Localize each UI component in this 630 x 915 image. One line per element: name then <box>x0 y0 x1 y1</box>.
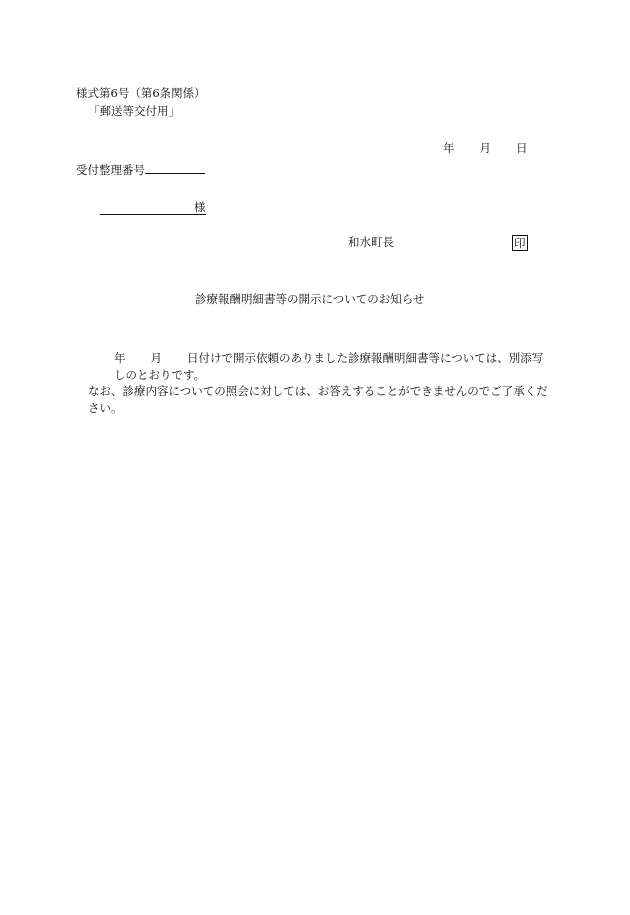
recipient-line <box>100 199 206 215</box>
recipient-honorific: 様 <box>194 200 206 214</box>
reception-number-blank <box>145 161 205 174</box>
form-number: 様式第6号（第6条関係） <box>76 86 206 100</box>
reception-number-label: 受付整理番号 <box>76 163 145 177</box>
date-line <box>443 141 528 155</box>
body-paragraph-2: なお、診療内容についての照会に対しては、お答えすることができませんのでご了承ください。 <box>88 384 548 415</box>
date-day-label: 日 <box>516 141 528 155</box>
date-month-label: 月 <box>479 141 491 155</box>
date-year-label: 年 <box>443 141 455 155</box>
seal-box: 印 <box>514 236 526 250</box>
recipient-name-field <box>100 199 206 215</box>
body-paragraph-1-text: 日付けで開示依頼のありました診療報酬明細書等については、別添写しのとおりです。 <box>114 351 544 382</box>
reception-number <box>76 161 205 177</box>
form-type: 「郵送等交付用」 <box>88 104 180 118</box>
body-month-label: 月 <box>150 351 162 365</box>
sender-title: 和水町長 <box>348 235 394 249</box>
document-title: 診療報酬明細書等の開示についてのお知らせ <box>195 292 425 306</box>
body-text <box>76 350 554 416</box>
seal-mark <box>512 235 528 251</box>
body-paragraph-1 <box>76 350 554 383</box>
body-year-label: 年 <box>114 351 126 365</box>
